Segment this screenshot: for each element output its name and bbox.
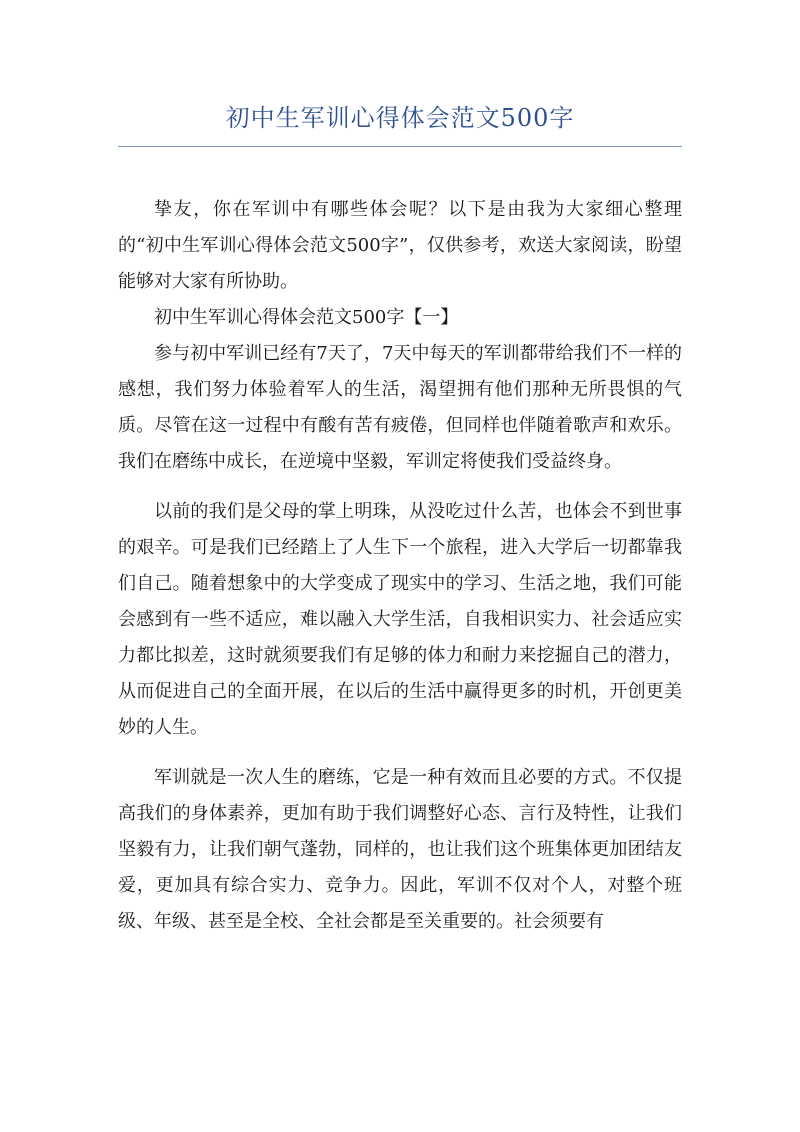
title-divider [118,146,682,147]
document-body [118,192,682,940]
body-paragraph-3: 军训就是一次人生的磨练，它是一种有效而且必要的方式。不仅提高我们的身体素养，更加有助于我们调整好心态、言行及特性，让我们坚毅有力，让我们朝气蓬勃，同样的，也让我们这个班集体更加团结友爱，更加具有综合实力、竞争力。因此，军训不仅对个人，对整个班级、年级、甚至是全校、全社会都是至关重要的。社会须要有 [118,767,682,932]
intro-paragraph: 挚友，你在军训中有哪些体会呢？以下是由我为大家细心整理的“初中生军训心得体会范文500字”，仅供参考，欢送大家阅读，盼望能够对大家有所协助。 [118,199,682,292]
section-heading: 初中生军训心得体会范文500字【一】 [154,307,459,328]
body-paragraph-2: 以前的我们是父母的掌上明珠，从没吃过什么苦，也体会不到世事的艰辛。可是我们已经踏上了人生下一个旅程，进入大学后一切都靠我们自己。随着想象中的大学变成了现实中的学习、生活之地，我们可能会感到有一些不适应，难以融入大学生活，自我相识实力、社会适应实力都比拟差，这时就须要我们有足够的体力和耐力来挖掘自己的潜力，从而促进自己的全面开展，在以后的生活中赢得更多的时机，开创更美妙的人生。 [118,501,682,738]
body-paragraph-1: 参与初中军训已经有7天了，7天中每天的军训都带给我们不一样的感想，我们努力体验着军人的生活，渴望拥有他们那种无所畏惧的气质。尽管在这一过程中有酸有苦有疲倦，但同样也伴随着歌声和欢乐。我们在磨练中成长，在逆境中坚毅，军训定将使我们受益终身。 [118,343,682,472]
document-title: 初中生军训心得体会范文500字 [225,104,575,132]
